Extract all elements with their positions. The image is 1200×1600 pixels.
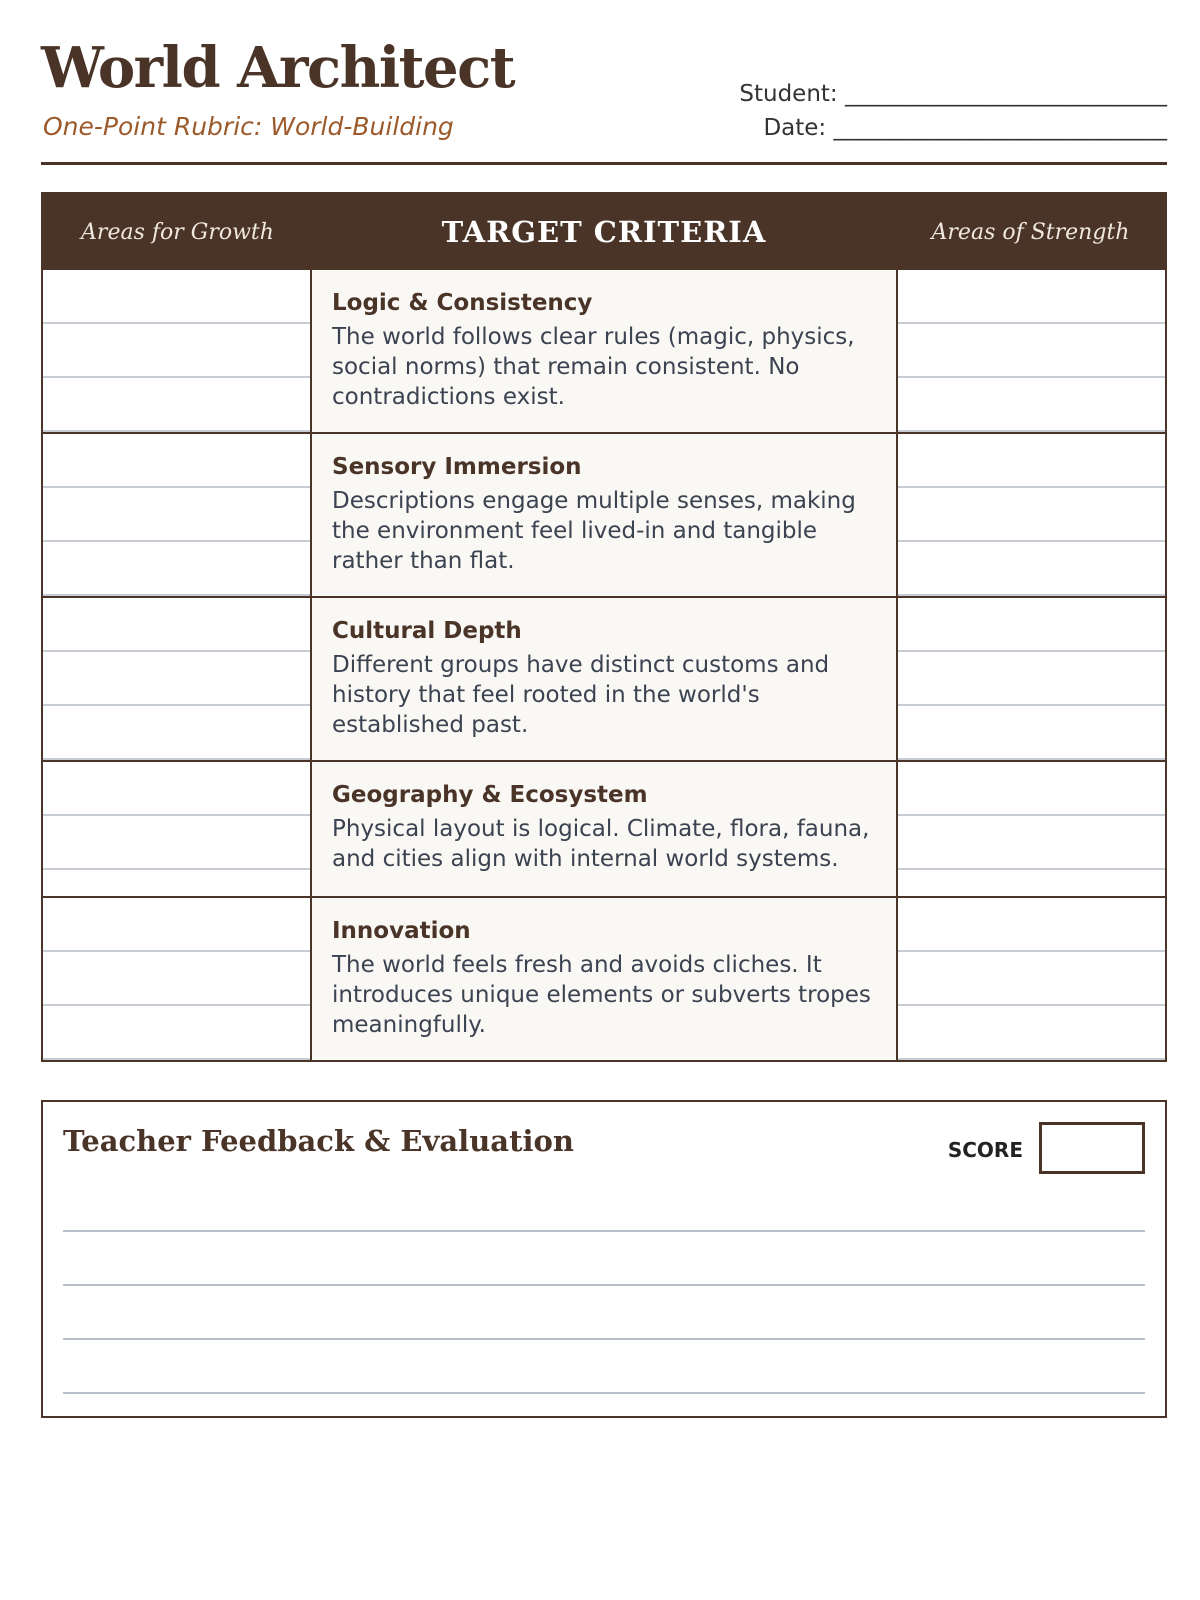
rubric-row	[43, 270, 1165, 432]
feedback-writing-line[interactable]	[63, 1338, 1145, 1340]
date-field[interactable]: Date: _____________________________	[763, 115, 1167, 141]
criterion-name: Geography & Ecosystem	[332, 782, 648, 808]
criterion-name: Sensory Immersion	[332, 454, 582, 480]
column-header-strength: Areas of Strength	[931, 219, 1130, 245]
rubric-header-row	[43, 194, 1165, 270]
feedback-writing-line[interactable]	[63, 1392, 1145, 1394]
criterion-cell	[312, 270, 896, 432]
criterion-name: Logic & Consistency	[332, 290, 593, 316]
rubric-row	[43, 432, 1165, 596]
growth-writing-area[interactable]	[43, 270, 312, 432]
criterion-description: Descriptions engage multiple senses, making the environment feel lived-in and tangible rather than flat.	[332, 488, 856, 574]
rubric-table	[41, 192, 1167, 1062]
criterion-cell	[312, 898, 896, 1060]
column-header-growth: Areas for Growth	[81, 219, 274, 245]
strength-writing-area[interactable]	[896, 434, 1165, 596]
criterion-description: The world feels fresh and avoids cliches. It introduces unique elements or subverts tropes meaningfully.	[332, 952, 871, 1038]
teacher-feedback-box	[41, 1100, 1167, 1418]
criterion-cell	[312, 434, 896, 596]
feedback-writing-line[interactable]	[63, 1284, 1145, 1286]
strength-writing-area[interactable]	[896, 598, 1165, 760]
page-subtitle: One-Point Rubric: World-Building	[43, 112, 454, 141]
strength-writing-area[interactable]	[896, 270, 1165, 432]
growth-writing-area[interactable]	[43, 598, 312, 760]
criterion-cell	[312, 762, 896, 896]
growth-writing-area[interactable]	[43, 762, 312, 896]
growth-writing-area[interactable]	[43, 898, 312, 1060]
page-header	[41, 36, 1167, 165]
feedback-title: Teacher Feedback & Evaluation	[63, 1124, 574, 1158]
criterion-description: Physical layout is logical. Climate, flora, fauna, and cities align with internal world systems.	[332, 816, 870, 872]
rubric-row	[43, 596, 1165, 760]
column-header-criteria: TARGET CRITERIA	[441, 215, 767, 249]
rubric-row	[43, 760, 1165, 896]
criterion-description: Different groups have distinct customs and history that feel rooted in the world's established past.	[332, 652, 830, 738]
criterion-name: Innovation	[332, 918, 471, 944]
criterion-name: Cultural Depth	[332, 618, 522, 644]
page-title: World Architect	[41, 35, 515, 101]
criterion-cell	[312, 598, 896, 760]
score-label: SCORE	[947, 1138, 1023, 1162]
strength-writing-area[interactable]	[896, 762, 1165, 896]
criterion-description: The world follows clear rules (magic, physics, social norms) that remain consistent. No contradictions exist.	[332, 324, 855, 410]
growth-writing-area[interactable]	[43, 434, 312, 596]
strength-writing-area[interactable]	[896, 898, 1165, 1060]
feedback-writing-line[interactable]	[63, 1230, 1145, 1232]
student-name-field[interactable]: Student: ____________________________	[739, 81, 1167, 107]
rubric-row	[43, 896, 1165, 1060]
score-input-box[interactable]	[1039, 1122, 1145, 1174]
